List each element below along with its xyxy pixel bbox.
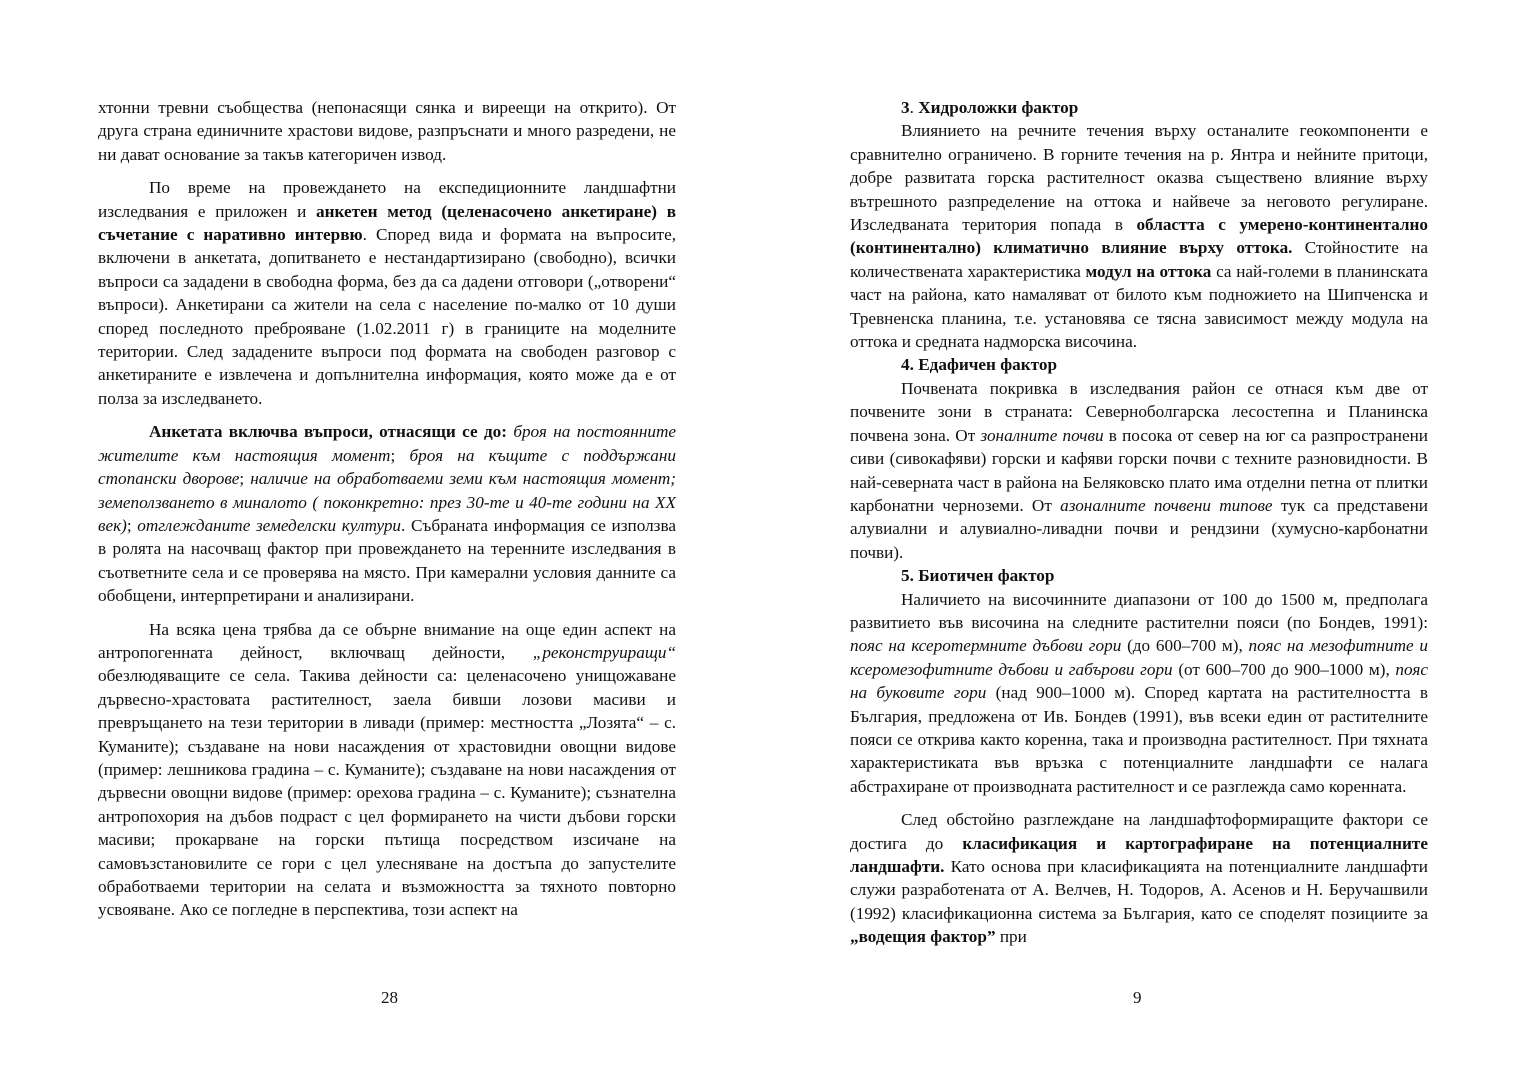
paragraph-text: Стойностите на количествената характеристика (850, 238, 1428, 281)
paragraph-text: ; (390, 445, 410, 465)
italic-term: „реконструиращи“ (532, 642, 676, 662)
paragraph-text: (над 900–1000 м). Според картата на растителността в България, предложена от Ив. Бондев (1991), във всеки един от растителните пояси се открива както коренна, така и производна растителност. При тяхната характеристиката във връзка с потенциалните ландшафти се налага абстрахиране от производната растителност и се разглежда само коренната. (850, 683, 1428, 796)
bold-term: областта с умерено-континентално (континентално) климатично влияние върху оттока. (850, 215, 1428, 258)
paragraph-text: След обстойно разглеждане на ландшафтоформиращите фактори се достига до (850, 810, 1428, 853)
section-heading-hydro (850, 96, 1428, 119)
italic-term: броя на постоянните жителите към настоящия момент (98, 422, 676, 465)
paragraph-text: ; (126, 515, 138, 535)
italic-term: пояс на буковите гори (850, 659, 1428, 703)
paragraph-text: ; (239, 469, 251, 489)
paragraph-text: Почвената покривка в изследвания район се отнася към две от почвените зони в страната: Северноболгарска лесостепна и Планинска почвена зона. От (850, 378, 1428, 445)
page-number-right: 9 (1133, 988, 1142, 1007)
section-number: 3 (901, 98, 910, 117)
italic-term: пояс на ксеротермните дъбови гори (850, 636, 1122, 656)
page-number-left: 28 (381, 988, 398, 1007)
paragraph-text: в посока от север на юг са разпространени сиви (сивокафяви) горски и кафяви горски почви с техните разновидности. В най-северната част в района на Беляковско плато има отделни петна от плитки карбонатни черноземи. От (850, 425, 1428, 515)
paragraph-2 (98, 176, 676, 410)
italic-term: наличие на обработваеми земи към настоящия момент; земеползването в миналото ( поконкретно: през 30-те и 40-те години на XX век) (98, 469, 676, 535)
bold-term: анкетен метод (целенасочено анкетиране) в съчетание с наративно интервю (98, 201, 676, 245)
paragraph-1: хтонни тревни съобщества (непонасящи сянка и виреещи на открито). От друга страна единичните храстови видове, разпръснати и много разредени, не ни дават основание за такъв категоричен извод. (98, 98, 676, 164)
paragraph-text: обезлюдяващите се села. Такива дейности са: целенасочено унищожаване дървесно-храстовата растителност, заела бивши лозови масиви и превръщането на тези територии в ливади (пример: местността „Лозята“ – с. Куманите); създаване на нови насаждения от храстовидни овощни видове (пример: лешникова градина – с. Куманите); създаване на нови насаждения от дървесни овощни видове (пример: орехова градина – с. Куманите); съзнателна антропохория на дъбов подраст с цел формирането на чисти дъбови горски масиви; прокарване на горски пътища посредством изсичане на самовъзстановилите се гори с цел улесняване на достъпа до запустелите обработваеми територии на селата и възможността за тяхното повторно усвояване. Ако се погледне в перспектива, този аспект на (98, 666, 676, 920)
paragraph-text: Влиянието на речните течения върху останалите геокомпоненти е сравнително ограничено. В горните течения на р. Янтра и нейните притоци, добре развитата горска растителност оказва съществено влияние върху вътрешното разпределение на оттока и найвече за неговото регулиране. Изследваната територия попада в (850, 121, 1428, 235)
bold-term: „водещия фактор” (850, 927, 996, 947)
bold-term: модул на оттока (1085, 261, 1212, 281)
italic-term: азоналните почвени типове (1060, 495, 1273, 515)
italic-term: зоналните почви (980, 425, 1104, 445)
paragraph-text: Като основа при класификацията на потенциалните ландшафти служи разработената от А. Велчев, Н. Тодоров, А. Асенов и Н. Беручашвили (1992) класификационна система за България, като се споделят позициите за (850, 857, 1428, 923)
paragraph-text: По време на провеждането на експедиционните ландшафтни изследвания е приложен и (98, 178, 676, 221)
paragraph-text: са най-големи в планинската част на района, като намаляват от билото към подножието на Шипченска и Тревненска планина, т.е. установява се тясна зависимост между модула на оттока и средната надморска височина. (850, 261, 1428, 352)
paragraph-4 (98, 618, 676, 922)
italic-term: отглежданите земеделски култури (137, 515, 402, 535)
paragraph-text: . Според вида и формата на въпросите, включени в анкетата, допитването е нестандартизирано (свободно), всички въпроси са зададени в свободна форма, без да са дадени отговори („отворени“ въпроси). Анкетирани са жители на села с население по-малко от 10 души според последното преброяване (1.02.2011 г) в границите на моделните територии. След зададените въпроси под формата на свободен разговор с анкетираните е извлечена и допълнителна информация, която може да е от полза за изследването. (98, 225, 676, 408)
paragraph-classification (850, 808, 1428, 948)
paragraph-bio (850, 588, 1428, 799)
paragraph-soil (850, 377, 1428, 564)
paragraph-text: (от 600–700 до 900–1000 м), (1172, 659, 1396, 679)
paragraph-3 (98, 420, 676, 607)
paragraph-text: . Събраната информация се използва в ролята на насочващ фактор при провеждането на теренните изследвания в съответните села и се проверява на място. При камерални условия данните са обобщени, интерпретирани и анализирани. (98, 515, 676, 606)
bold-term: класификация и картографиране на потенциалните ландшафти. (850, 833, 1429, 876)
paragraph-text: Наличието на височинните диапазони от 100 до 1500 м, предполага развитието във височина на следните растителни пояси (по Бондев, 1991): (850, 589, 1428, 632)
paragraph-text: при (995, 927, 1027, 947)
left-page (98, 96, 676, 922)
section-heading-soil: 4. Едафичен фактор (901, 355, 1058, 375)
section-heading-bio: 5. Биотичен фактор (901, 566, 1055, 586)
paragraph-text: тук са представени алувиални и алувиално-ливадни почви и рендзини (хумусно-карбонатни почви). (850, 495, 1429, 562)
section-number-dot: . (909, 98, 919, 117)
italic-term: пояс на мезофитните и ксеромезофитните дъбови и габърови гори (850, 636, 1429, 679)
italic-term: броя на къщите с поддържани стопански дворове (98, 445, 676, 489)
paragraph-text: На всяка цена трябва да се обърне внимание на още един аспект на антропогенната дейност, включващ дейности, (98, 619, 676, 662)
paragraph-hydro (850, 119, 1428, 353)
paragraph-text: (до 600–700 м), (1121, 636, 1249, 656)
bold-term: Анкетата включва въпроси, отнасящи се до: (149, 422, 507, 442)
right-page (850, 96, 1428, 949)
section-title: Хидроложки фактор (918, 98, 1079, 117)
